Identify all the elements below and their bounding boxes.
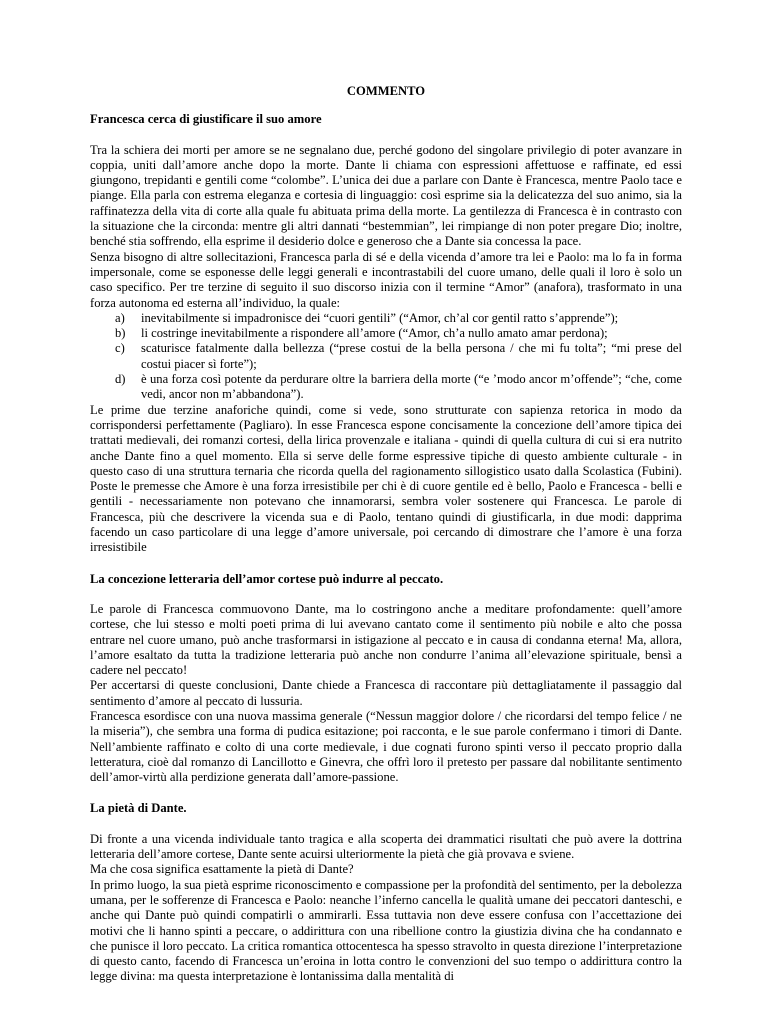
section-giustificare — [90, 112, 682, 555]
section-amor-cortese — [90, 572, 682, 786]
paragraph: Francesca esordisce con una nuova massima generale (“Nessun maggior dolore / che ricordarsi del tempo felice / ne la miseria”), che sembra una forma di pudica esitazione; poi racconta, e le sue parole confermano i timori di Dante. Nell’ambiente raffinato e colto di una corte medievale, i due cognati furono spinti verso il peccato proprio dalla letteratura, cioè dal romanzo di Lancillotto e Ginevra, che offrì loro il pretesto per passare dal nobilitante sentimento dell’amor-virtù alla perdizione generata dall’amore-passione. — [90, 708, 682, 785]
paragraph: Di fronte a una vicenda individuale tanto tragica e alla scoperta dei drammatici risultati che può avere la dottrina letteraria dell’amore cortese, Dante sente acuirsi ulteriormente la pietà che già provava e sviene. — [90, 831, 682, 862]
paragraph: Per accertarsi di queste conclusioni, Dante chiede a Francesca di raccontare più dettagliatamente il passaggio dal sentimento d’amore al peccato di lussuria. — [90, 678, 682, 708]
list-item — [90, 372, 682, 403]
paragraph: Senza bisogno di altre sollecitazioni, Francesca parla di sé e della vicenda d’amore tra lei e Paolo: ma lo fa in forma impersonale, come se esponesse delle leggi generali e incontrastabili del cuore umano, delle quali il loro è solo un caso specifico. Per tre terzine di seguito il suo discorso inizia con il termine “Amor” (anafora), trasformato in una forza autonoma ed esterna all’individuo, la quale: — [90, 249, 682, 310]
list-marker: c) — [115, 341, 125, 356]
section-pieta — [90, 801, 682, 984]
section-spacer — [90, 785, 682, 801]
section-heading: La pietà di Dante. — [90, 801, 187, 816]
section-heading: La concezione letteraria dell’amor cortese può indurre al peccato. — [90, 571, 444, 586]
paragraph: Tra la schiera dei morti per amore se ne segnalano due, perché godono del singolare privilegio di poter avanzare in coppia, uniti dall’amore anche dopo la morte. Dante li chiama con espressioni affettuose e raffinate, ed essi giungono, trepidanti e gentili come “colombe”. L’unica dei due a parlare con Dante è Francesca, mentre Paolo tace e piange. Ella parla con estrema eleganza e cortesia di linguaggio: così esprime sia la delicatezza del suo animo, sia la raffinatezza della vita di corte alla quale fu abituata prima della morte. La gentilezza di Francesca è in contrasto con la situazione che la circonda: mentre gli altri dannati “bestemmian”, lei rimpiange di non poter pregare Dio; inoltre, benché stia soffrendo, ella esprime il desiderio dolce e generoso che a Dante sia concessa la pace. — [90, 142, 682, 249]
amor-list — [90, 311, 682, 403]
paragraph: Ma che cosa significa esattamente la pietà di Dante? — [90, 862, 354, 877]
document-page — [90, 84, 682, 985]
list-marker: b) — [115, 326, 126, 341]
list-marker: d) — [115, 372, 126, 387]
paragraph: Le prime due terzine anaforiche quindi, come si vede, sono strutturate con sapienza retorica in modo da corrispondersi perfettamente (Pagliaro). In esse Francesca espone concisamente la concezione dell’amore tipica dei trattati medievali, dei romanzi cortesi, della lirica provenzale e italiana - quindi di quella cultura di cui si era nutrito anche Dante fino a quel momento. Ella si serve delle forme espressive tipiche di questo ambiente culturale - in questo caso di una struttura ternaria che ricorda quella del ragionamento sillogistico usato dalla Scolastica (Fubini). Poste le premesse che Amore è una forza irresistibile per chi è di cuore gentile ed è bello, Paolo e Francesca - belli e gentili - necessariamente non potevano che innamorarsi, sembra voler sostenere qui Francesca. Le parole di Francesca, più che descrivere la vicenda sua e di Paolo, tentano quindi di giustificarla, in due modi: dapprima facendo un caso particolare di una legge d’amore universale, poi cercando di dimostrare che l’amore è una forza irresistibile — [90, 402, 682, 555]
section-heading: Francesca cerca di giustificare il suo amore — [90, 112, 322, 127]
paragraph: In primo luogo, la sua pietà esprime riconoscimento e compassione per la profondità del sentimento, per la debolezza umana, per le sofferenze di Francesca e Paolo: neanche l’inferno cancella le qualità umane dei peccatori danteschi, e anche qui Dante può quindi compatirli o ammirarli. Essa tuttavia non deve essere confusa con l’accettazione dei motivi che li hanno spinti a peccare, o addirittura con una ribellione contro la giustizia divina che ha condannato e che punisce il loro peccato. La critica romantica ottocentesca ha spesso stravolto in questa direzione l’interpretazione di questo canto, facendo di Francesca un’eroina in lotta contro le convenzioni del suo tempo o addirittura contro la legge divina: ma questa interpretazione è lontanissima dalla mentalità di — [90, 877, 682, 984]
section-spacer — [90, 556, 682, 572]
list-item-text: è una forza così potente da perdurare oltre la barriera della morte (“e ’modo ancor m’offende”; “che, come vedi, ancor non m’abbandona”). — [141, 372, 682, 402]
list-marker: a) — [115, 310, 125, 325]
list-item — [90, 326, 682, 341]
page-title: COMMENTO — [346, 84, 426, 98]
list-item — [90, 311, 682, 326]
list-item-text: inevitabilmente si impadronisce dei “cuori gentili” (“Amor, ch’al cor gentil ratto s’apprende”); — [141, 310, 619, 325]
paragraph: Le parole di Francesca commuovono Dante, ma lo costringono anche a meditare profondamente: quell’amore cortese, che lui stesso e molti poeti prima di lui avevano cantato come il sentimento più nobile e alto che possa entrare nel cuore umano, può anche trasformarsi in istigazione al peccato e in causa di condanna eterna! Ma, allora, l’amore esaltato da tutta la tradizione letteraria può anche non condurre l’anima all’elevazione spirituale, bensì a cadere nel peccato! — [90, 601, 682, 678]
list-item-text: li costringe inevitabilmente a rispondere all’amore (“Amor, ch’a nullo amato amar perdona); — [141, 326, 608, 341]
list-item — [90, 341, 682, 372]
list-item-text: scaturisce fatalmente dalla bellezza (“prese costui de la bella persona / che mi fu tolta”; “mi prese del costui piacer sì forte”); — [141, 341, 682, 371]
